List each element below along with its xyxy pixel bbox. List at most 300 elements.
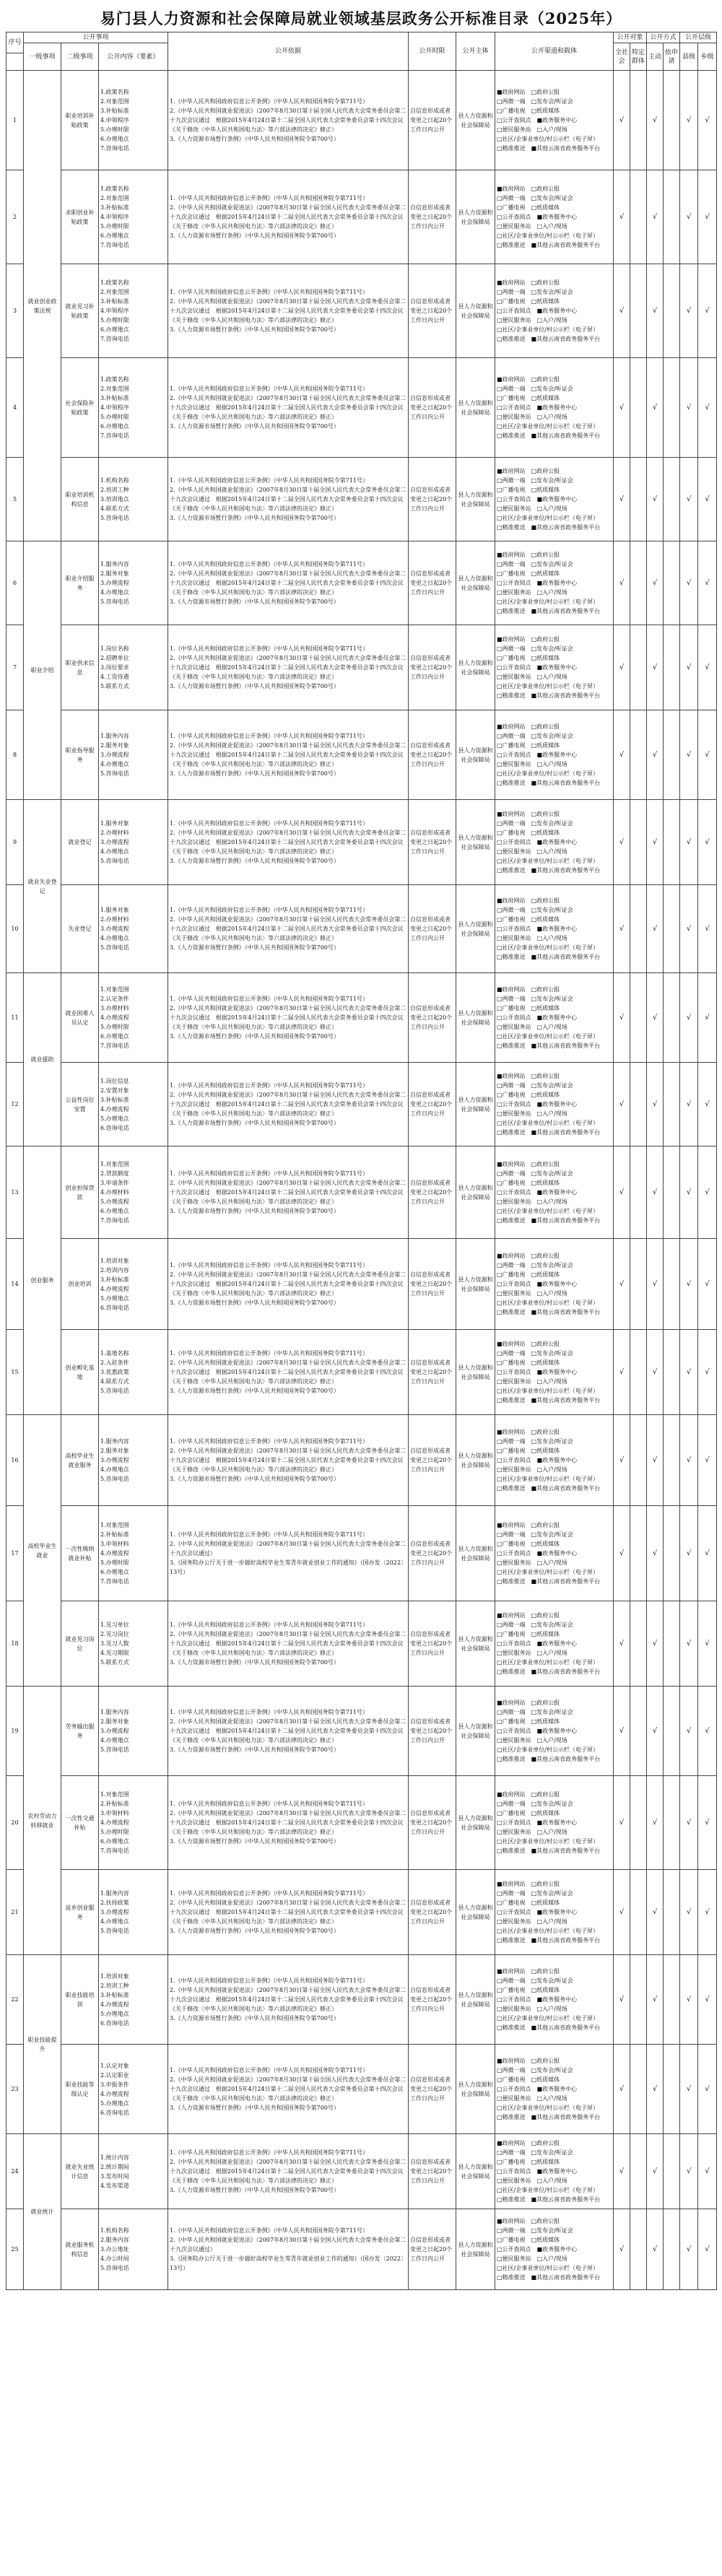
check-mark [630, 1146, 647, 1239]
content-item: 7.咨询电话 [100, 1043, 129, 1049]
content-item: 4.办理流程 [100, 1014, 129, 1021]
check-mark: √ [680, 1330, 698, 1415]
channel-line: □公开查阅点 ■政务服务中心 [497, 580, 578, 586]
check-mark: √ [680, 1063, 698, 1146]
channel-line: □社区/企事业单位/村公示栏（电子屏） [497, 683, 599, 689]
content-item: 5.办理流程 [100, 1198, 129, 1205]
check-mark: √ [698, 264, 717, 358]
row-content [99, 1063, 168, 1146]
check-mark: √ [698, 1330, 717, 1415]
channel-line: □精准推送 ■其他云南省政务服务平台 [497, 867, 601, 874]
row-seq: 25 [6, 2209, 24, 2290]
check-mark: √ [680, 541, 698, 625]
basis-item: 1.《中华人民共和国政府信息公开条例》（中华人民共和国国务院令第711号） [170, 1082, 368, 1089]
basis-item: 2.《中华人民共和国就业促进法》（2007年8月30日第十届全国人民代表大会常务委员会第二十九次会议通过 根据2015年4月24日第十二届全国人民代表大会常务委员会第十四次会议《关于修改〈中华人民共和国电力法〉等六部法律的决定》修正） [170, 655, 406, 680]
channel-line: □公开查阅点 ■政务服务中心 [497, 496, 578, 502]
basis-item: 3.《人力资源市场暂行条例》（中华人民共和国国务院令第700号） [170, 1838, 339, 1845]
row-basis [168, 973, 409, 1063]
channel-line: □精准推送 ■其他云南省政务服务平台 [497, 336, 601, 342]
channel-line: □精准推送 ■其他云南省政务服务平台 [497, 692, 601, 699]
row-basis [168, 1601, 409, 1687]
channel-line: □精准推送 ■其他云南省政务服务平台 [497, 1309, 601, 1315]
check-mark: √ [680, 2045, 698, 2134]
channel-line: □便民服务站 □入户/现场 [497, 2095, 567, 2102]
check-mark [630, 2134, 647, 2209]
channel-line: □广播电视 □纸质媒体 [497, 1718, 560, 1725]
channel-line: □精准推送 ■其他云南省政务服务平台 [497, 954, 601, 960]
channel-line: □公开查阅点 ■政务服务中心 [497, 2086, 578, 2092]
row-time-limit: 自信息形成或者变更之日起20个工作日内公开 [409, 170, 456, 264]
content-item: 3.办理流程 [100, 752, 129, 758]
content-item: 4.申领程序 [100, 214, 129, 220]
channel-line: □精准推送 ■其他云南省政务服务平台 [497, 2024, 601, 2031]
check-mark [664, 1063, 680, 1146]
row-level2: 就业失业统计信息 [61, 2134, 99, 2209]
check-mark [630, 800, 647, 885]
content-item: 5.办理时限 [100, 317, 129, 323]
check-mark [664, 710, 680, 800]
row-basis [168, 800, 409, 885]
channel-line: □公开查阅点 ■政务服务中心 [497, 1550, 578, 1557]
check-mark: √ [680, 358, 698, 458]
channel-line: □精准推送 ■其他云南省政务服务平台 [497, 524, 601, 531]
content-item: 6.咨询电话 [100, 1304, 129, 1311]
channel-line: □广播电视 □纸质媒体 [497, 487, 560, 493]
row-time-limit: 自信息形成或者变更之日起20个工作日内公开 [409, 1601, 456, 1687]
channel-line: □广播电视 □纸质媒体 [497, 655, 560, 661]
channel-line: □广播电视 □纸质媒体 [497, 1359, 560, 1366]
row-channels [495, 1955, 614, 2045]
content-item: 2.贷款额度 [100, 1170, 129, 1177]
content-item: 5.联系方式 [100, 1659, 129, 1666]
content-item: 3.办理流程 [100, 1457, 129, 1463]
row-subject: 县人力资源和社会保障局 [456, 358, 495, 458]
channel-line: □精准推送 ■其他云南省政务服务平台 [497, 1217, 601, 1224]
check-mark [664, 170, 680, 264]
row-time-limit: 自信息形成或者变更之日起20个工作日内公开 [409, 1063, 456, 1146]
table-row [6, 1330, 717, 1415]
channel-line: □公开查阅点 ■政务服务中心 [497, 2246, 578, 2253]
channel-line: □精准推送 ■其他云南省政务服务平台 [497, 608, 601, 614]
row-content [99, 1415, 168, 1506]
page-title: 易门县人力资源和社会保障局就业领域基层政务公开标准目录（2025年） [100, 9, 622, 27]
row-time-limit: 自信息形成或者变更之日起20个工作日内公开 [409, 358, 456, 458]
check-mark: √ [647, 1955, 664, 2045]
check-mark: √ [698, 885, 717, 973]
check-mark: √ [614, 170, 630, 264]
row-content [99, 1601, 168, 1687]
check-mark: √ [614, 358, 630, 458]
check-mark: √ [614, 885, 630, 973]
row-time-limit: 自信息形成或者变更之日起20个工作日内公开 [409, 264, 456, 358]
basis-item: 1.《中华人民共和国政府信息公开条例》（中华人民共和国国务院令第711号） [170, 907, 368, 913]
content-item: 1.政策名称 [100, 376, 129, 383]
table-row [6, 1776, 717, 1870]
row-channels [495, 2134, 614, 2209]
content-item: 3.办理流程 [100, 580, 129, 586]
channel-line: □社区/企事业单位/村公示栏（电子屏） [497, 1476, 599, 1482]
table-row [6, 1601, 717, 1687]
row-seq: 11 [6, 973, 24, 1063]
content-item: 1.服务对象 [100, 907, 129, 913]
check-mark: √ [698, 71, 717, 170]
row-time-limit: 自信息形成或者变更之日起20个工作日内公开 [409, 973, 456, 1063]
channel-line: □精准推送 ■其他云南省政务服务平台 [497, 1756, 601, 1762]
row-channels [495, 1870, 614, 1955]
channel-line: ■政府网站 □政府公报 [497, 1968, 560, 1975]
channel-line: □公开查阅点 ■政务服务中心 [497, 404, 578, 411]
content-item: 1.机构名称 [100, 2227, 129, 2234]
row-subject: 县人力资源和社会保障局 [456, 71, 495, 170]
table-row [6, 2134, 717, 2209]
content-item: 4.办理地点 [100, 1918, 129, 1925]
channel-line: □精准推送 ■其他云南省政务服务平台 [497, 780, 601, 786]
header-level1: 一级事项 [24, 43, 61, 71]
row-subject: 县人力资源和社会保障局 [456, 1063, 495, 1146]
basis-item: 3.《人力资源市场暂行条例》（中华人民共和国国务院令第700号） [170, 326, 339, 333]
content-item: 4.办理地点 [100, 935, 129, 941]
check-mark: √ [614, 800, 630, 885]
check-mark [630, 2209, 647, 2290]
check-mark [664, 1415, 680, 1506]
row-channels [495, 2209, 614, 2290]
table-row [6, 170, 717, 264]
check-mark [664, 1870, 680, 1955]
row-time-limit: 自信息形成或者变更之日起20个工作日内公开 [409, 71, 456, 170]
channel-line: □社区/企事业单位/村公示栏（电子屏） [497, 944, 599, 951]
channel-line: □广播电视 □纸质媒体 [497, 830, 560, 836]
channel-line: □两微一端 □发布会/听证会 [497, 195, 573, 201]
basis-item: 3.《人力资源市场暂行条例》（中华人民共和国国务院令第700号） [170, 423, 339, 430]
content-item: 5.咨询电话 [100, 944, 129, 951]
channel-line: □公开查阅点 ■政务服务中心 [497, 2168, 578, 2175]
channel-line: □两微一端 □发布会/听证会 [497, 820, 573, 827]
check-mark: √ [698, 973, 717, 1063]
content-item: 5.咨询电话 [100, 515, 129, 521]
check-mark [630, 458, 647, 541]
row-time-limit: 自信息形成或者变更之日起20个工作日内公开 [409, 625, 456, 710]
check-mark [630, 1239, 647, 1330]
row-time-limit: 自信息形成或者变更之日起20个工作日内公开 [409, 800, 456, 885]
check-mark: √ [698, 1506, 717, 1601]
row-time-limit: 自信息形成或者变更之日起20个工作日内公开 [409, 1330, 456, 1415]
content-item: 2.对象范围 [100, 289, 129, 295]
channel-line: □便民服务站 □入户/现场 [497, 2177, 567, 2184]
check-mark: √ [647, 358, 664, 458]
channel-line: □便民服务站 □入户/现场 [497, 505, 567, 512]
content-item: 3.申领材料 [100, 1810, 129, 1816]
check-mark [630, 710, 647, 800]
basis-item: 3.《人力资源市场暂行条例》（中华人民共和国国务院令第700号） [170, 1120, 339, 1126]
row-level2: 职业指导服务 [61, 710, 99, 800]
check-mark [664, 358, 680, 458]
channel-line: ■政府网站 □政府公报 [497, 636, 560, 643]
channel-line: □广播电视 □纸质媒体 [497, 1631, 560, 1637]
check-mark: √ [698, 1063, 717, 1146]
content-item: 2.扶持政策 [100, 1900, 129, 1906]
check-mark: √ [614, 2134, 630, 2209]
content-item: 5.办理时限 [100, 1559, 129, 1566]
content-item: 6.办理地点 [100, 1569, 129, 1575]
check-mark: √ [647, 800, 664, 885]
content-item: 1.对象范围 [100, 1161, 129, 1167]
row-seq: 17 [6, 1506, 24, 1601]
channel-line: □便民服务站 □入户/现场 [497, 848, 567, 855]
basis-item: 1.《中华人民共和国政府信息公开条例》（中华人民共和国国务院令第711号） [170, 561, 368, 567]
channel-line: □社区/企事业单位/村公示栏（电子屏） [497, 1928, 599, 1934]
row-subject: 县人力资源和社会保障局 [456, 1601, 495, 1687]
check-mark [664, 2209, 680, 2290]
content-item: 3.补贴标准 [100, 1991, 129, 1998]
table-row [6, 541, 717, 625]
check-mark [664, 1601, 680, 1687]
check-mark: √ [614, 1776, 630, 1870]
channel-line: □便民服务站 □入户/现场 [497, 2006, 567, 2012]
channel-line: □两微一端 □发布会/听证会 [497, 1350, 573, 1357]
channel-line: □两微一端 □发布会/听证会 [497, 733, 573, 739]
basis-item: 1.《中华人民共和国政府信息公开条例》（中华人民共和国国务院令第711号） [170, 733, 368, 739]
content-item: 1.政策名称 [100, 186, 129, 192]
row-time-limit: 自信息形成或者变更之日起20个工作日内公开 [409, 1870, 456, 1955]
channel-line: □公开查阅点 ■政务服务中心 [497, 1728, 578, 1734]
content-item: 1.培训对象 [100, 1972, 129, 1980]
check-mark: √ [647, 885, 664, 973]
content-item: 4.办理流程 [100, 2090, 129, 2097]
channel-line: □公开查阅点 ■政务服务中心 [497, 1281, 578, 1287]
channel-line: □公开查阅点 ■政务服务中心 [497, 1014, 578, 1021]
channel-line: ■政府网站 □政府公报 [497, 2218, 560, 2224]
channel-line: □便民服务站 □入户/现场 [497, 317, 567, 323]
header-on-request: 依申请 [664, 43, 680, 71]
content-item: 4.办理流程 [100, 1105, 129, 1113]
row-seq: 2 [6, 170, 24, 264]
check-mark [664, 973, 680, 1063]
row-time-limit: 自信息形成或者变更之日起20个工作日内公开 [409, 1687, 456, 1776]
basis-item: 2.《中华人民共和国就业促进法》（2007年8月30日第十届全国人民代表大会常务委员会第二十九次会议通过 根据2015年4月24日第十二届全国人民代表大会常务委员会第十四次会议《关于修改〈中华人民共和国电力法〉等六部法律的决定》修正） [170, 1180, 406, 1205]
channel-line: ■政府网站 □政府公报 [497, 723, 560, 730]
content-item: 5.咨询电话 [100, 2265, 129, 2271]
content-item: 2.认定条件 [100, 996, 129, 1002]
row-time-limit: 自信息形成或者变更之日起20个工作日内公开 [409, 1506, 456, 1601]
check-mark: √ [647, 2045, 664, 2134]
check-mark: √ [647, 1870, 664, 1955]
channel-line: □公开查阅点 ■政务服务中心 [497, 839, 578, 845]
channel-line: ■政府网站 □政府公报 [497, 897, 560, 904]
basis-item: 3.《人力资源市场暂行条例》（中华人民共和国国务院令第700号） [170, 770, 339, 777]
channel-line: □社区/企事业单位/村公示栏（电子屏） [497, 2015, 599, 2022]
basis-item: 1.《中华人民共和国政府信息公开条例》（中华人民共和国国务院令第711号） [170, 2149, 368, 2156]
content-item: 3.办理流程 [100, 926, 129, 932]
channel-line: □广播电视 □纸质媒体 [497, 2159, 560, 2165]
channel-line: □广播电视 □纸质媒体 [497, 108, 560, 114]
check-mark: √ [647, 1239, 664, 1330]
content-item: 4.办理地点 [100, 1737, 129, 1744]
row-time-limit: 自信息形成或者变更之日起20个工作日内公开 [409, 1955, 456, 2045]
channel-line: ■政府网站 □政府公报 [497, 1341, 560, 1347]
check-mark [630, 973, 647, 1063]
row-level2: 职业技能培训 [61, 1955, 99, 2045]
row-basis [168, 1330, 409, 1415]
content-item: 1.服务对象 [100, 820, 129, 827]
channel-line: □便民服务站 □入户/现场 [497, 1024, 567, 1030]
content-item: 3.办理流程 [100, 1909, 129, 1915]
row-level1: 就业失业登记 [24, 800, 61, 973]
check-mark: √ [680, 625, 698, 710]
content-item: 1.政策名称 [100, 89, 129, 95]
header-seq: 序号 [6, 32, 24, 53]
row-time-limit: 自信息形成或者变更之日起20个工作日内公开 [409, 1776, 456, 1870]
row-content [99, 1955, 168, 2045]
row-basis [168, 458, 409, 541]
content-item: 4.发布渠道 [100, 2182, 129, 2189]
content-item: 1.服务内容 [100, 1890, 129, 1897]
row-level1: 创业服务 [24, 1146, 61, 1415]
check-mark: √ [698, 1776, 717, 1870]
content-item: 2.招聘单位 [100, 655, 129, 661]
row-basis [168, 2134, 409, 2209]
channel-line: □社区/企事业单位/村公示栏（电子屏） [497, 1659, 599, 1666]
content-item: 4.办公时间 [100, 2255, 129, 2262]
row-content [99, 71, 168, 170]
row-level2: 就业服务机构信息 [61, 2209, 99, 2290]
check-mark: √ [647, 71, 664, 170]
content-item: 3.补贴标准 [100, 204, 129, 211]
channel-line: □精准推送 ■其他云南省政务服务平台 [497, 1937, 601, 1944]
table-row [6, 973, 717, 1063]
content-item: 4.办理流程 [100, 1550, 129, 1557]
header-subject: 公开主体 [456, 32, 495, 71]
row-basis [168, 1239, 409, 1330]
check-mark: √ [698, 710, 717, 800]
channel-line: □便民服务站 □入户/现场 [497, 1198, 567, 1205]
row-channels [495, 800, 614, 885]
check-mark [630, 625, 647, 710]
check-mark: √ [647, 710, 664, 800]
content-item: 2.服务对象 [100, 570, 129, 577]
row-basis [168, 1063, 409, 1146]
content-item: 4.办理流程 [100, 1285, 129, 1292]
content-item: 2.对象范围 [100, 386, 129, 392]
row-content [99, 2209, 168, 2290]
basis-item: 3.《人力资源市场暂行条例》（中华人民共和国国务院令第700号） [170, 683, 339, 689]
check-mark: √ [647, 1146, 664, 1239]
check-mark: √ [647, 2209, 664, 2290]
row-level2: 职业技能等级认定 [61, 2045, 99, 2134]
row-content [99, 885, 168, 973]
row-subject: 县人力资源和社会保障局 [456, 2209, 495, 2290]
channel-line: □社区/企事业单位/村公示栏（电子屏） [497, 515, 599, 521]
check-mark: √ [698, 2134, 717, 2209]
content-item: 6.办理地点 [100, 136, 129, 142]
channel-line: □便民服务站 □入户/现场 [497, 126, 567, 133]
check-mark [664, 458, 680, 541]
basis-item: 1.《中华人民共和国政府信息公开条例》（中华人民共和国国务院令第711号） [170, 1170, 368, 1177]
content-item: 1.对象范围 [100, 1522, 129, 1528]
table-row [6, 458, 717, 541]
content-item: 1.政策名称 [100, 279, 129, 286]
content-item: 1.培训对象 [100, 1257, 129, 1264]
check-mark: √ [614, 2209, 630, 2290]
basis-item: 1.《中华人民共和国政府信息公开条例》（中华人民共和国国务院令第711号） [170, 289, 368, 295]
check-mark: √ [614, 1330, 630, 1415]
check-mark: √ [680, 458, 698, 541]
row-subject: 县人力资源和社会保障局 [456, 885, 495, 973]
row-level1: 就业援助 [24, 973, 61, 1146]
channel-line: □社区/企事业单位/村公示栏（电子屏） [497, 136, 599, 142]
content-item: 1.服务内容 [100, 561, 129, 567]
row-basis [168, 1146, 409, 1239]
row-basis [168, 2209, 409, 2290]
row-level1: 就业创业政策法规 [24, 71, 61, 541]
check-mark: √ [698, 1955, 717, 2045]
check-mark [664, 264, 680, 358]
channel-line: ■政府网站 □政府公报 [497, 1791, 560, 1798]
check-mark: √ [614, 1239, 630, 1330]
check-mark: √ [698, 2045, 717, 2134]
content-item: 1.机构名称 [100, 477, 129, 484]
content-item: 1.服务内容 [100, 1709, 129, 1715]
row-content [99, 264, 168, 358]
channel-line: □公开查阅点 ■政务服务中心 [497, 664, 578, 671]
header-all-society: 全社会 [614, 43, 630, 71]
basis-item: 1.《中华人民共和国政府信息公开条例》（中华人民共和国国务院令第711号） [170, 2227, 368, 2234]
channel-line: □精准推送 ■其他云南省政务服务平台 [497, 1043, 601, 1049]
row-level2: 高校毕业生就业服务 [61, 1415, 99, 1506]
content-item: 1.对象范围 [100, 1791, 129, 1798]
row-subject: 县人力资源和社会保障局 [456, 1330, 495, 1415]
basis-item: 2.《中华人民共和国就业促进法》（2007年8月30日第十届全国人民代表大会常务委员会第二十九次会议通过 根据2015年4月24日第十二届全国人民代表大会常务委员会第十四次会议《关于修改〈中华人民共和国电力法〉等六部法律的决定》修正） [170, 1359, 406, 1385]
row-seq: 6 [6, 541, 24, 625]
channel-line: □两微一端 □发布会/听证会 [497, 907, 573, 913]
check-mark: √ [680, 1146, 698, 1239]
table-row [6, 358, 717, 458]
channel-line: □两微一端 □发布会/听证会 [497, 645, 573, 652]
row-channels [495, 1601, 614, 1687]
check-mark [630, 170, 647, 264]
content-item: 4.申领程序 [100, 117, 129, 123]
check-mark: √ [698, 800, 717, 885]
content-item: 3.补贴标准 [100, 108, 129, 114]
check-mark [630, 1955, 647, 2045]
content-item: 5.办理时限 [100, 126, 129, 133]
channel-line: ■政府网站 □政府公报 [497, 89, 560, 95]
catalog-table [6, 32, 717, 2290]
basis-item: 3.《人力资源市场暂行条例》（中华人民共和国国务院令第700号） [170, 1928, 339, 1934]
channel-line: ■政府网站 □政府公报 [497, 1612, 560, 1619]
channel-line: ■政府网站 □政府公报 [497, 1253, 560, 1259]
row-level2: 一次性交通补贴 [61, 1776, 99, 1870]
basis-item: 1.《中华人民共和国政府信息公开条例》（中华人民共和国国务院令第711号） [170, 1262, 368, 1269]
basis-item: 2.《中华人民共和国就业促进法》（2007年8月30日第十届全国人民代表大会常务委员会第二十九次会议通过 根据2015年4月24日第十二届全国人民代表大会常务委员会第十四次会议《关于修改〈中华人民共和国电力法〉等六部法律的决定》修正） [170, 742, 406, 767]
check-mark: √ [614, 625, 630, 710]
basis-item: 2.《中华人民共和国就业促进法》（2007年8月30日第十届全国人民代表大会常务委员会第二十九次会议通过 根据2015年4月24日第十二届全国人民代表大会常务委员会第十四次会议《关于修改〈中华人民共和国电力法〉等六部法律的决定》修正） [170, 204, 406, 230]
channel-line: □公开查阅点 ■政务服务中心 [497, 308, 578, 314]
row-content [99, 2045, 168, 2134]
content-item: 1.岗位信息 [100, 1077, 129, 1084]
basis-item: 2.《中华人民共和国就业促进法》（2007年8月30日第十届全国人民代表大会常务委员会第二十九次会议通过 根据2015年4月24日第十二届全国人民代表大会常务委员会第十四次会议《关于修改〈中华人民共和国电力法〉等六部法律的决定》修正） [170, 1631, 406, 1656]
channel-line: □社区/企事业单位/村公示栏（电子屏） [497, 326, 599, 333]
channel-line: □两微一端 □发布会/听证会 [497, 289, 573, 295]
channel-line: □精准推送 ■其他云南省政务服务平台 [497, 2274, 601, 2281]
row-time-limit: 自信息形成或者变更之日起20个工作日内公开 [409, 458, 456, 541]
content-item: 4.工资待遇 [100, 674, 129, 680]
row-seq: 19 [6, 1687, 24, 1776]
row-time-limit: 自信息形成或者变更之日起20个工作日内公开 [409, 1415, 456, 1506]
row-subject: 县人力资源和社会保障局 [456, 2045, 495, 2134]
table-row [6, 1146, 717, 1239]
check-mark: √ [680, 1415, 698, 1506]
content-item: 3.补贴标准 [100, 1096, 129, 1103]
